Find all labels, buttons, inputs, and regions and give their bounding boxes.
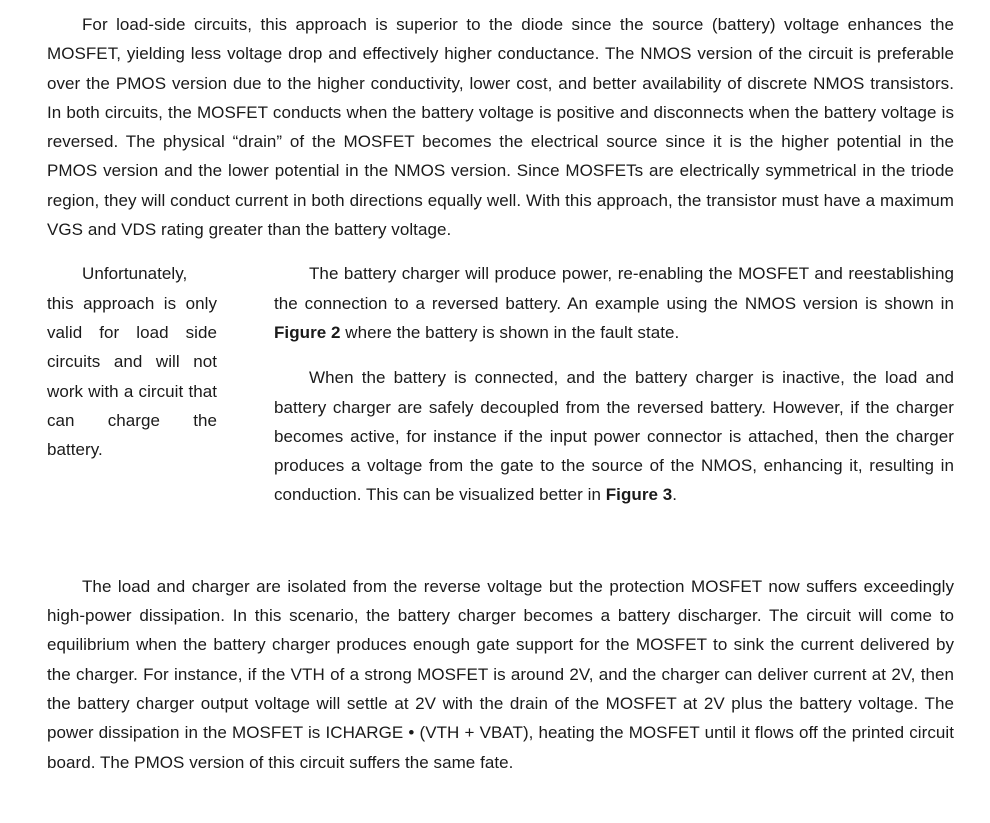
charger-text-end: where the battery is shown in the fault state. bbox=[340, 322, 680, 342]
left-column bbox=[47, 259, 217, 464]
outro-paragraph: The load and charger are isolated from the reverse voltage but the protection MOSFET now suffers exceedingly high-power dissipation. In this scenario, the battery charger becomes a battery discharger. The circuit will come to equilibrium when the battery charger produces enough gate support for the MOSFET to sink the current delivered by the charger. For instance, if the VTH of a strong MOSFET is around 2V, and the charger can deliver current at 2V, then the battery charger output voltage will settle at 2V with the drain of the MOSFET at 2V plus the battery voltage. The power dissipation in the MOSFET is ICHARGE • (VTH + VBAT), heating the MOSFET until it flows off the printed circuit board. The PMOS version of this circuit suffers the same fate. bbox=[47, 576, 954, 772]
intro-paragraph: For load-side circuits, this approach is superior to the diode since the source (battery) voltage enhances the MOSFET, yielding less voltage drop and effectively higher conductance. The NMOS version of the circuit is preferable over the PMOS version due to the higher conductivity, lower cost, and better availability of discrete NMOS transistors. In both circuits, the MOSFET conducts when the battery voltage is positive and disconnects when the battery voltage is reversed. The physical “drain” of the MOSFET becomes the electrical source since it is the higher potential in the PMOS version and the lower potential in the NMOS version. Since MOSFETs are electrically symmetrical in the triode region, they will conduct current in both directions equally well. With this approach, the transistor must have a maximum VGS and VDS rating greater than the battery voltage. bbox=[47, 15, 954, 240]
document-page bbox=[47, 10, 954, 777]
connected-text-end: . bbox=[672, 485, 678, 505]
figure-3-reference: Figure 3 bbox=[605, 485, 673, 505]
figure-2-reference: Figure 2 bbox=[274, 322, 341, 342]
connected-text-start: When the battery is connected, and the battery charger is inactive, the load and battery charger are safely decoupled from the reversed battery. However, if the charger becomes active, for instance if the input power connector is attached, then the charger produces a voltage from the gate to the source of the NMOS, enhancing it, resulting in conduction. This can be visualized better in bbox=[274, 368, 954, 505]
charger-paragraph bbox=[274, 259, 954, 347]
two-column-section bbox=[47, 259, 954, 509]
charger-text-start: The battery charger will produce power, re-enabling the MOSFET and reestablishing the connection to a reversed battery. An example using the NMOS version is shown in bbox=[274, 264, 954, 313]
sidebar-paragraph: Unfortunately, this approach is only valid for load side circuits and will not work with a circuit that can charge the battery. bbox=[47, 264, 217, 460]
right-column bbox=[274, 259, 954, 509]
connected-paragraph bbox=[274, 363, 954, 509]
